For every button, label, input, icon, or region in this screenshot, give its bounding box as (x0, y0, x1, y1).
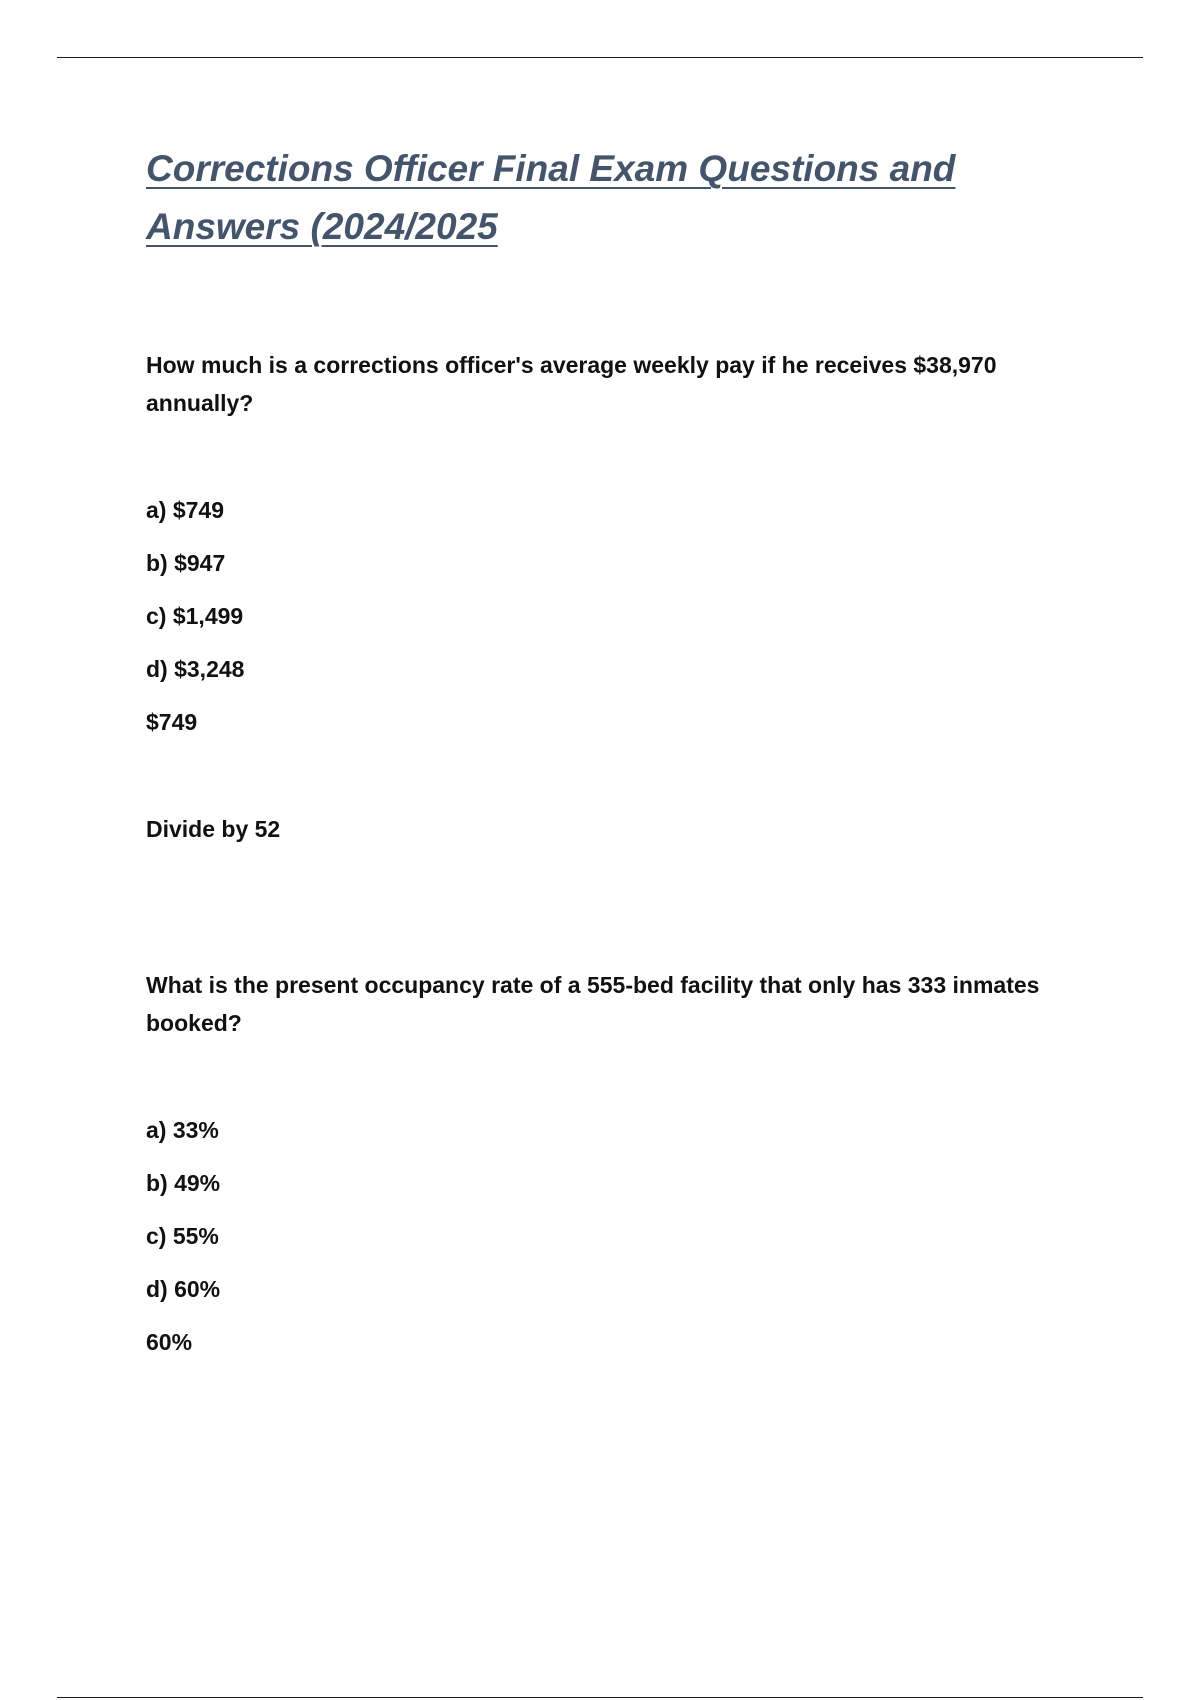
option-list (146, 1104, 1106, 1316)
question-text: What is the present occupancy rate of a 555-bed facility that only has 333 inmates booked? (146, 972, 1040, 1036)
explanation-text: Divide by 52 (146, 816, 281, 842)
question-block-2 (146, 966, 1106, 1369)
question-block-1 (146, 346, 1106, 856)
title-line-1: Corrections Officer Final Exam Questions and (146, 148, 956, 189)
page-content (146, 140, 1106, 1369)
option-b: b) 49% (146, 1170, 221, 1196)
option-d: d) 60% (146, 1276, 221, 1302)
option-a: a) 33% (146, 1117, 219, 1143)
option-c: c) 55% (146, 1223, 219, 1249)
top-rule (57, 57, 1143, 58)
option-a: a) $749 (146, 497, 225, 523)
option-d: d) $3,248 (146, 656, 245, 682)
page-title (146, 140, 1106, 256)
answer-text: 60% (146, 1329, 193, 1355)
title-line-2: Answers (2024/2025 (146, 206, 498, 247)
question-spacer (146, 856, 1106, 966)
option-c: c) $1,499 (146, 603, 244, 629)
option-b: b) $947 (146, 550, 226, 576)
answer-text: $749 (146, 709, 198, 735)
bottom-rule (57, 1697, 1143, 1698)
option-list (146, 484, 1106, 696)
question-text: How much is a corrections officer's average weekly pay if he receives $38,970 annually? (146, 352, 997, 416)
